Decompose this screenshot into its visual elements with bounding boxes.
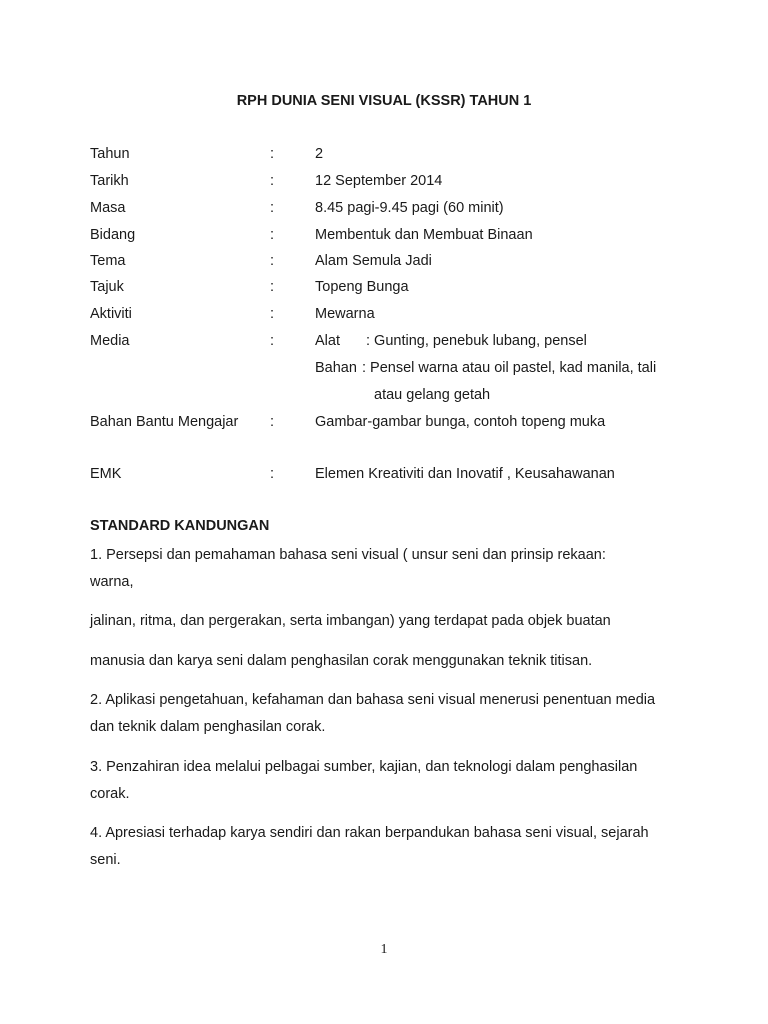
field-value: Topeng Bunga xyxy=(315,279,409,295)
field-separator: : xyxy=(270,306,275,322)
section-heading-standard-kandungan: STANDARD KANDUNGAN xyxy=(90,518,270,534)
paragraph-line: manusia dan karya seni dalam penghasilan corak menggunakan teknik titisan. xyxy=(90,653,593,669)
field-label: Tema xyxy=(90,253,126,269)
field-separator: : xyxy=(270,333,275,349)
field-value: 2 xyxy=(315,146,324,162)
paragraph-line: seni. xyxy=(90,852,121,868)
paragraph-line: 3. Penzahiran idea melalui pelbagai sumber, kajian, dan teknologi dalam penghasilan xyxy=(90,759,638,775)
paragraph-line: corak. xyxy=(90,786,130,802)
field-value: Gambar-gambar bunga, contoh topeng muka xyxy=(315,414,606,430)
paragraph-line: jalinan, ritma, dan pergerakan, serta imbangan) yang terdapat pada objek buatan xyxy=(90,613,611,629)
paragraph-line: dan teknik dalam penghasilan corak. xyxy=(90,719,326,735)
paragraph-line: 1. Persepsi dan pemahaman bahasa seni visual ( unsur seni dan prinsip rekaan: xyxy=(90,547,606,563)
field-separator: : xyxy=(270,200,275,216)
media-bahan-label: Bahan xyxy=(315,360,357,376)
field-value: Mewarna xyxy=(315,306,375,322)
field-value: 12 September 2014 xyxy=(315,173,443,189)
field-label: EMK xyxy=(90,466,122,482)
paragraph-line: 2. Aplikasi pengetahuan, kefahaman dan bahasa seni visual menerusi penentuan media xyxy=(90,692,656,708)
field-separator: : xyxy=(270,146,275,162)
field-label: Bahan Bantu Mengajar xyxy=(90,414,239,430)
field-value: Membentuk dan Membuat Binaan xyxy=(315,227,533,243)
media-alat-label: Alat xyxy=(315,333,340,349)
page-number: 1 xyxy=(380,942,388,957)
field-separator: : xyxy=(270,253,275,269)
field-label: Aktiviti xyxy=(90,306,132,322)
field-separator: : xyxy=(270,414,275,430)
field-label: Media xyxy=(90,333,130,349)
field-label: Masa xyxy=(90,200,126,216)
media-bahan-value-cont: atau gelang getah xyxy=(374,387,491,403)
field-separator: : xyxy=(270,173,275,189)
field-label: Bidang xyxy=(90,227,136,243)
field-separator: : xyxy=(270,279,275,295)
document-title: RPH DUNIA SENI VISUAL (KSSR) TAHUN 1 xyxy=(236,93,532,109)
field-value: Elemen Kreativiti dan Inovatif , Keusahawanan xyxy=(315,466,615,482)
paragraph-line: 4. Apresiasi terhadap karya sendiri dan rakan berpandukan bahasa seni visual, sejarah xyxy=(90,825,649,841)
paragraph-line: warna, xyxy=(90,574,134,590)
field-value: Alam Semula Jadi xyxy=(315,253,432,269)
field-label: Tarikh xyxy=(90,173,129,189)
field-separator: : xyxy=(270,227,275,243)
media-alat-value: : Gunting, penebuk lubang, pensel xyxy=(366,333,587,349)
field-value: 8.45 pagi-9.45 pagi (60 minit) xyxy=(315,200,504,216)
field-label: Tajuk xyxy=(90,279,124,295)
field-label: Tahun xyxy=(90,146,130,162)
field-separator: : xyxy=(270,466,275,482)
media-bahan-value: : Pensel warna atau oil pastel, kad manila, tali xyxy=(362,360,657,376)
